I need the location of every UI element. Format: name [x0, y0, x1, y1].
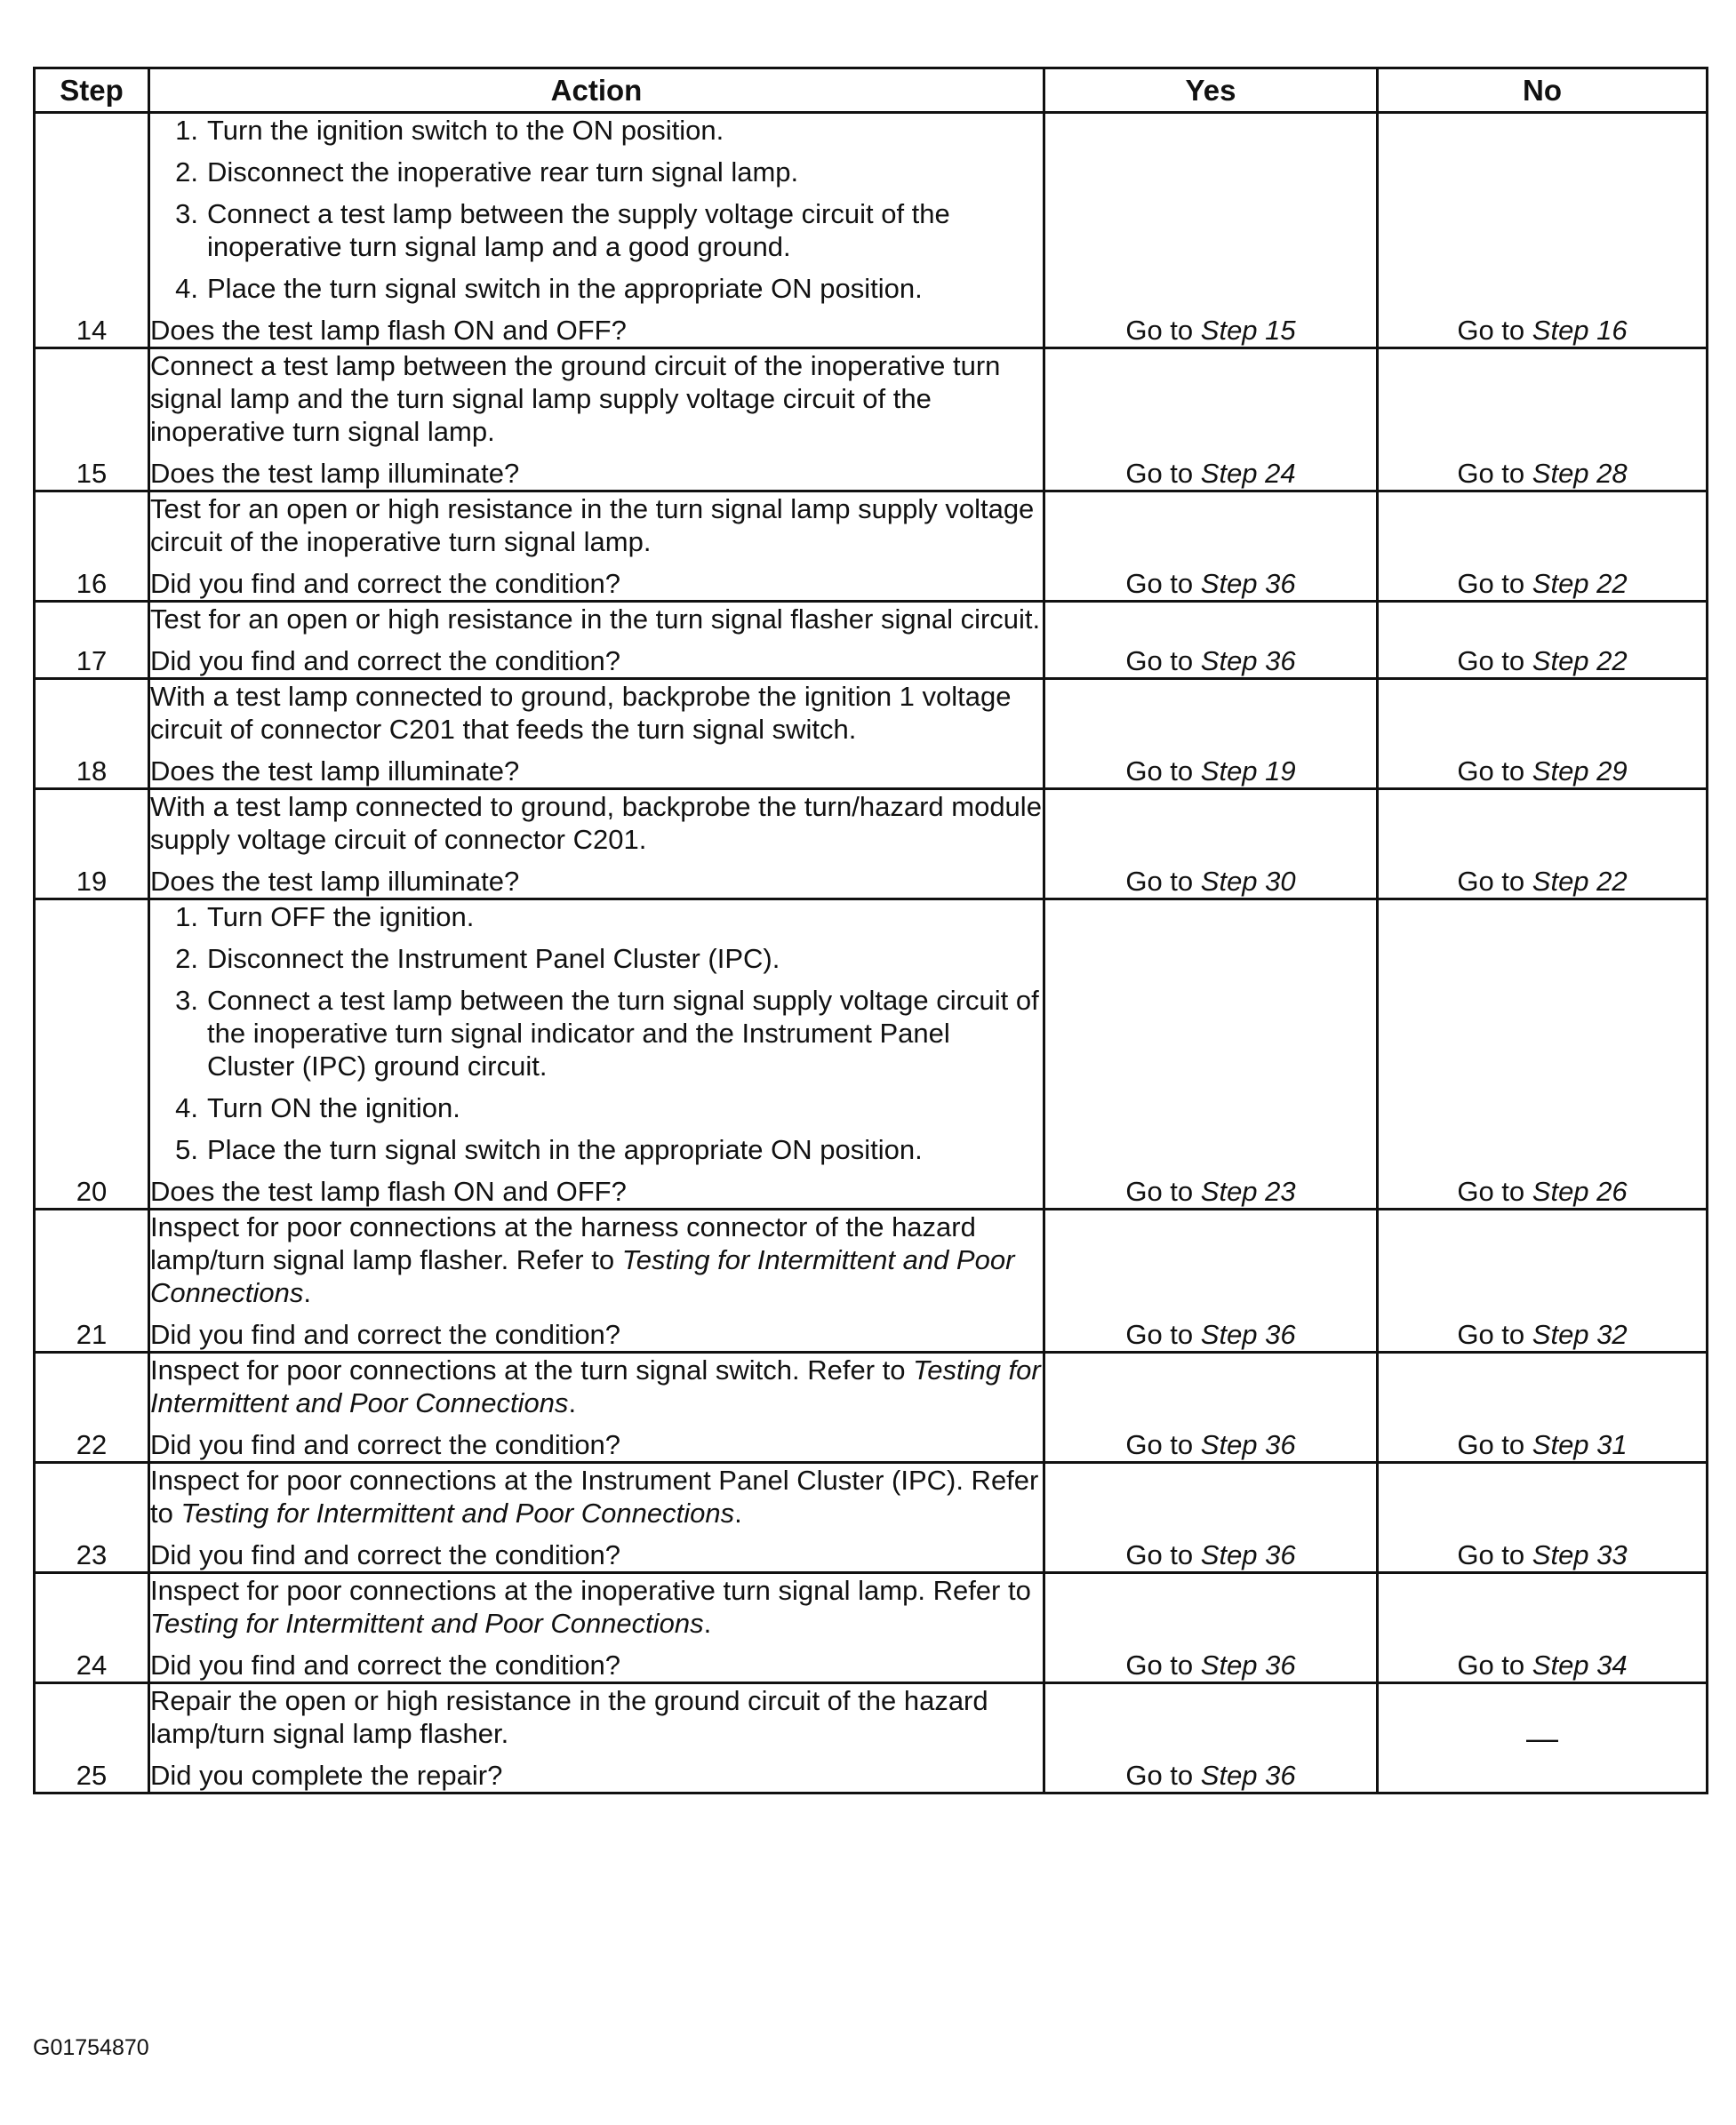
action-question: Did you find and correct the condition? [150, 568, 621, 599]
goto-prefix: Go to [1457, 1429, 1525, 1460]
table-row [35, 1573, 1708, 1683]
goto-step-reference: Step 36 [1200, 1539, 1296, 1570]
action-question: Did you find and correct the condition? [150, 1650, 621, 1681]
diagnostic-table [33, 67, 1708, 1794]
action-text-segment: . [303, 1277, 311, 1308]
yes-cell [1044, 348, 1378, 491]
table-row [35, 899, 1708, 1210]
action-text-segment: Inspect for poor connections at the Instrument Panel Cluster (IPC). Refer to [150, 1465, 1039, 1529]
table-row [35, 1683, 1708, 1793]
action-question: Did you find and correct the condition? [150, 1539, 621, 1570]
goto-prefix: Go to [1457, 458, 1525, 489]
action-text [150, 603, 1043, 635]
reference-title: Testing for Intermittent and Poor Connections [180, 1498, 735, 1529]
no-cell [1378, 1573, 1708, 1683]
step-number: 23 [35, 1463, 149, 1573]
action-question: Does the test lamp flash ON and OFF? [150, 1176, 627, 1207]
goto-step-reference: Step 31 [1532, 1429, 1628, 1460]
action-cell [149, 1683, 1044, 1793]
goto-prefix: Go to [1125, 866, 1194, 897]
goto-prefix: Go to [1125, 755, 1194, 787]
goto-prefix: Go to [1125, 315, 1194, 346]
goto-prefix: Go to [1125, 1176, 1194, 1207]
goto-step-reference: Step 19 [1200, 755, 1296, 787]
yes-cell [1044, 1210, 1378, 1353]
action-step-number: 3. [175, 985, 198, 1016]
action-text [150, 790, 1043, 856]
goto-step-reference: Step 23 [1200, 1176, 1296, 1207]
action-step-number: 1. [175, 901, 198, 932]
action-step-text: Disconnect the inoperative rear turn signal lamp. [207, 156, 799, 188]
action-text-segment: . [568, 1387, 577, 1418]
step-number: 15 [35, 348, 149, 491]
action-step-text: Turn OFF the ignition. [207, 901, 475, 932]
action-text [150, 349, 1043, 448]
goto-step-reference: Step 22 [1532, 645, 1628, 676]
action-step-text: Place the turn signal switch in the appropriate ON position. [207, 273, 923, 304]
action-step-number: 3. [175, 198, 198, 229]
header-yes: Yes [1044, 68, 1378, 113]
goto-step-reference: Step 34 [1532, 1650, 1628, 1681]
action-cell [149, 491, 1044, 602]
step-number: 24 [35, 1573, 149, 1683]
goto-step-reference: Step 36 [1200, 645, 1296, 676]
action-cell [149, 1463, 1044, 1573]
action-text-segment: With a test lamp connected to ground, backprobe the turn/hazard module supply voltage circuit of connector C201. [150, 791, 1042, 855]
goto-step-reference: Step 36 [1200, 1429, 1296, 1460]
goto-step-reference: Step 28 [1532, 458, 1628, 489]
action-step-item [150, 900, 1043, 933]
goto-step-reference: Step 36 [1200, 1760, 1296, 1791]
no-cell [1378, 113, 1708, 348]
goto-step-reference: Step 36 [1200, 568, 1296, 599]
yes-cell [1044, 679, 1378, 789]
header-action: Action [149, 68, 1044, 113]
goto-prefix: Go to [1457, 866, 1525, 897]
action-text-segment: With a test lamp connected to ground, backprobe the ignition 1 voltage circuit of connector C201 that feeds the turn signal switch. [150, 681, 1012, 745]
action-step-item [150, 114, 1043, 147]
yes-cell [1044, 1353, 1378, 1463]
action-step-number: 2. [175, 943, 198, 974]
table-row [35, 348, 1708, 491]
step-number: 14 [35, 113, 149, 348]
figure-code: G01754870 [33, 2035, 149, 2060]
action-text [150, 1464, 1043, 1530]
no-cell [1378, 1210, 1708, 1353]
yes-cell [1044, 491, 1378, 602]
goto-step-reference: Step 29 [1532, 755, 1628, 787]
action-text-segment: Inspect for poor connections at the inoperative turn signal lamp. Refer to [150, 1575, 1031, 1606]
table-row [35, 602, 1708, 679]
reference-title: Testing for Intermittent and Poor Connections [150, 1608, 704, 1639]
action-cell [149, 348, 1044, 491]
table-row [35, 1353, 1708, 1463]
no-cell [1378, 348, 1708, 491]
action-question: Does the test lamp illuminate? [150, 458, 520, 489]
table-row [35, 1210, 1708, 1353]
action-question: Does the test lamp flash ON and OFF? [150, 315, 627, 346]
goto-step-reference: Step 33 [1532, 1539, 1628, 1570]
action-step-item [150, 984, 1043, 1082]
no-cell [1378, 491, 1708, 602]
header-step: Step [35, 68, 149, 113]
action-cell [149, 1210, 1044, 1353]
action-step-number: 5. [175, 1134, 198, 1165]
no-cell [1378, 789, 1708, 899]
action-text-segment: Connect a test lamp between the ground circuit of the inoperative turn signal lamp and the turn signal lamp supply voltage circuit of the inoperative turn signal lamp. [150, 350, 1001, 447]
table-row [35, 1463, 1708, 1573]
action-step-item [150, 197, 1043, 263]
no-cell: — [1378, 1683, 1708, 1793]
goto-step-reference: Step 30 [1200, 866, 1296, 897]
action-cell [149, 113, 1044, 348]
no-cell [1378, 1353, 1708, 1463]
action-cell [149, 899, 1044, 1210]
yes-cell [1044, 602, 1378, 679]
step-number: 22 [35, 1353, 149, 1463]
goto-step-reference: Step 16 [1532, 315, 1628, 346]
action-text [150, 492, 1043, 558]
action-text [150, 680, 1043, 746]
table-row [35, 491, 1708, 602]
goto-prefix: Go to [1457, 645, 1525, 676]
action-text [150, 1210, 1043, 1309]
goto-prefix: Go to [1457, 315, 1525, 346]
action-step-text: Place the turn signal switch in the appropriate ON position. [207, 1134, 923, 1165]
yes-cell [1044, 113, 1378, 348]
yes-cell [1044, 1463, 1378, 1573]
table-row [35, 113, 1708, 348]
action-text-segment: Test for an open or high resistance in the turn signal flasher signal circuit. [150, 603, 1041, 635]
action-cell [149, 1353, 1044, 1463]
goto-prefix: Go to [1457, 568, 1525, 599]
action-step-text: Connect a test lamp between the turn signal supply voltage circuit of the inoperative turn signal indicator and the Instrument Panel Cluster (IPC) ground circuit. [207, 985, 1039, 1082]
step-number: 17 [35, 602, 149, 679]
step-number: 21 [35, 1210, 149, 1353]
goto-prefix: Go to [1125, 1429, 1194, 1460]
goto-step-reference: Step 26 [1532, 1176, 1628, 1207]
action-text [150, 1354, 1043, 1419]
no-cell [1378, 1463, 1708, 1573]
no-cell [1378, 679, 1708, 789]
action-question: Did you find and correct the condition? [150, 645, 621, 676]
action-step-item [150, 156, 1043, 188]
table-body [35, 113, 1708, 1793]
action-step-text: Connect a test lamp between the supply voltage circuit of the inoperative turn signal lamp and a good ground. [207, 198, 950, 262]
yes-cell [1044, 1573, 1378, 1683]
goto-prefix: Go to [1457, 1650, 1525, 1681]
action-step-item [150, 1133, 1043, 1166]
no-cell [1378, 899, 1708, 1210]
action-question: Did you find and correct the condition? [150, 1319, 621, 1350]
action-step-number: 1. [175, 115, 198, 146]
yes-cell [1044, 899, 1378, 1210]
action-step-number: 4. [175, 273, 198, 304]
goto-prefix: Go to [1125, 568, 1194, 599]
action-step-item [150, 1091, 1043, 1124]
yes-cell [1044, 789, 1378, 899]
reference-title: Testing for Intermittent and Poor Connections [150, 1354, 1041, 1418]
action-step-text: Turn the ignition switch to the ON position. [207, 115, 724, 146]
goto-prefix: Go to [1125, 1539, 1194, 1570]
step-number: 20 [35, 899, 149, 1210]
yes-cell [1044, 1683, 1378, 1793]
action-text-segment: . [734, 1498, 742, 1529]
goto-step-reference: Step 32 [1532, 1319, 1628, 1350]
goto-prefix: Go to [1125, 458, 1194, 489]
action-step-text: Turn ON the ignition. [207, 1092, 460, 1123]
action-text-segment: Test for an open or high resistance in the turn signal lamp supply voltage circuit of the inoperative turn signal lamp. [150, 493, 1035, 557]
goto-prefix: Go to [1125, 1650, 1194, 1681]
goto-step-reference: Step 24 [1200, 458, 1296, 489]
action-text-segment: Inspect for poor connections at the harness connector of the hazard lamp/turn signal lamp flasher. Refer to [150, 1211, 976, 1275]
goto-step-reference: Step 15 [1200, 315, 1296, 346]
action-cell [149, 602, 1044, 679]
action-text [150, 1574, 1043, 1640]
goto-prefix: Go to [1457, 1319, 1525, 1350]
goto-prefix: Go to [1125, 645, 1194, 676]
goto-prefix: Go to [1457, 1176, 1525, 1207]
table-row [35, 679, 1708, 789]
action-question: Does the test lamp illuminate? [150, 866, 520, 897]
action-text-segment: . [703, 1608, 712, 1639]
action-cell [149, 679, 1044, 789]
action-step-text: Disconnect the Instrument Panel Cluster (IPC). [207, 943, 780, 974]
goto-step-reference: Step 36 [1200, 1319, 1296, 1350]
step-number: 18 [35, 679, 149, 789]
goto-prefix: Go to [1457, 1539, 1525, 1570]
action-cell [149, 789, 1044, 899]
action-text-segment: Repair the open or high resistance in the ground circuit of the hazard lamp/turn signal lamp flasher. [150, 1685, 988, 1749]
goto-step-reference: Step 22 [1532, 866, 1628, 897]
goto-step-reference: Step 22 [1532, 568, 1628, 599]
step-number: 19 [35, 789, 149, 899]
action-cell [149, 1573, 1044, 1683]
action-steps-list [150, 114, 1043, 305]
no-cell [1378, 602, 1708, 679]
header-no: No [1378, 68, 1708, 113]
action-step-number: 2. [175, 156, 198, 188]
action-step-item [150, 942, 1043, 975]
step-number: 16 [35, 491, 149, 602]
reference-title: Testing for Intermittent and Poor Connections [150, 1244, 1015, 1308]
action-question: Did you complete the repair? [150, 1760, 503, 1791]
action-step-item [150, 272, 1043, 305]
goto-prefix: Go to [1125, 1319, 1194, 1350]
action-step-number: 4. [175, 1092, 198, 1123]
action-question: Does the test lamp illuminate? [150, 755, 520, 787]
table-header-row [35, 68, 1708, 113]
table-row [35, 789, 1708, 899]
action-text-segment: Inspect for poor connections at the turn signal switch. Refer to [150, 1354, 914, 1386]
step-number: 25 [35, 1683, 149, 1793]
action-text [150, 1684, 1043, 1750]
goto-step-reference: Step 36 [1200, 1650, 1296, 1681]
goto-prefix: Go to [1457, 755, 1525, 787]
goto-prefix: Go to [1125, 1760, 1194, 1791]
action-steps-list [150, 900, 1043, 1166]
action-question: Did you find and correct the condition? [150, 1429, 621, 1460]
